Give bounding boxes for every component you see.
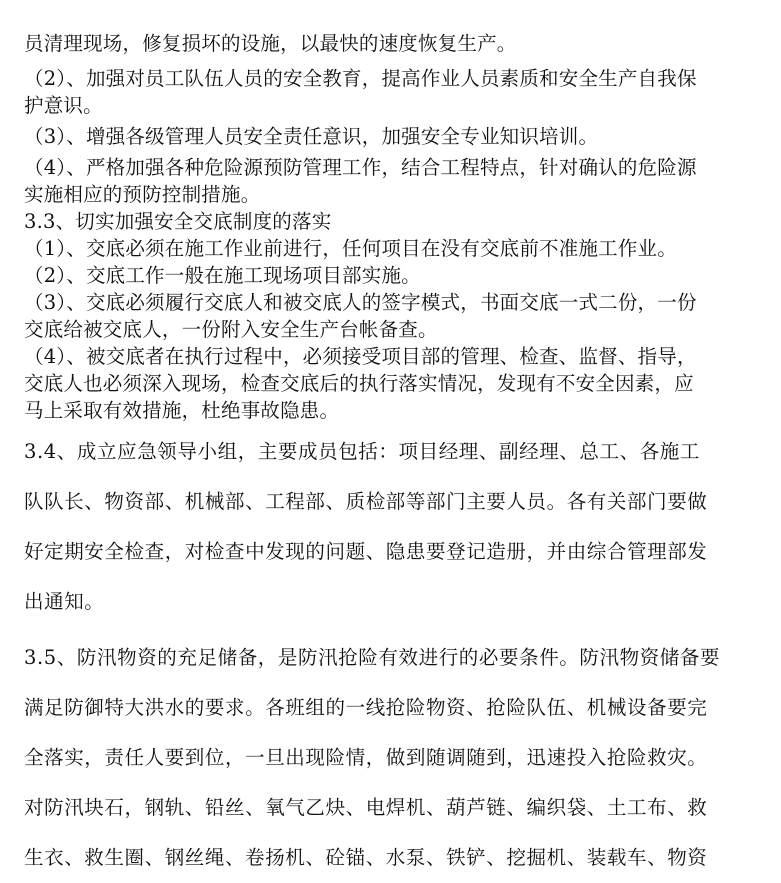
text-line: 好定期安全检查，对检查中发现的问题、隐患要登记造册，并由综合管理部发 <box>24 540 708 563</box>
text-line: 生衣、救生圈、钢丝绳、卷扬机、砼锚、水泵、铁铲、挖掘机、装载车、物资 <box>24 846 708 869</box>
text-line: （3）、增强各级管理人员安全责任意识，加强安全专业知识培训。 <box>24 125 599 148</box>
document-section-spaced <box>0 427 781 883</box>
text-line: 对防汛块石，钢轨、铅丝、氧气乙炔、电焊机、葫芦链、编织袋、土工布、救 <box>24 796 708 819</box>
text-line: 交底人也必须深入现场，检查交底后的执行落实情况，发现有不安全因素，应 <box>24 372 694 395</box>
text-line: （2）、加强对员工队伍人员的安全教育，提高作业人员素质和安全生产自我保 <box>24 67 697 90</box>
text-line: 护意识。 <box>24 94 103 117</box>
text-line: 员清理现场，修复损坏的设施，以最快的速度恢复生产。 <box>24 32 517 55</box>
text-line: 满足防御特大洪水的要求。各班组的一线抢险物资、抢险队伍、机械设备要完 <box>24 696 708 719</box>
text-line: 出通知。 <box>24 590 105 613</box>
text-line: 全落实，责任人要到位，一旦出现险情，做到随调随到，迅速投入抢险救灾。 <box>24 746 708 769</box>
document-section-dense <box>0 0 781 424</box>
text-line: （1）、交底必须在施工作业前进行，任何项目在没有交底前不准施工作业。 <box>24 237 677 260</box>
text-line: （4）、严格加强各种危险源预防管理工作，结合工程特点，针对确认的危险源 <box>24 156 697 179</box>
text-line: 队队长、物资部、机械部、工程部、质检部等部门主要人员。各有关部门要做 <box>24 490 708 513</box>
text-line: 3.4、成立应急领导小组，主要成员包括：项目经理、副经理、总工、各施工 <box>24 440 701 463</box>
text-line: （3）、交底必须履行交底人和被交底人的签字模式，书面交底一式二份，一份 <box>24 291 697 314</box>
text-line: 实施相应的预防控制措施。 <box>24 183 261 206</box>
text-line: （2）、交底工作一般在施工现场项目部实施。 <box>24 264 421 287</box>
text-line: 马上采取有效措施，杜绝事故隐患。 <box>24 399 340 422</box>
text-line: 交底给被交底人，一份附入安全生产台帐备查。 <box>24 318 438 341</box>
text-line: 3.5、防汛物资的充足储备，是防汛抢险有效进行的必要条件。防汛物资储备要 <box>24 646 721 669</box>
text-line: （4）、被交底者在执行过程中，必须接受项目部的管理、检查、监督、指导， <box>24 345 697 368</box>
section-heading: 3.3、切实加强安全交底制度的落实 <box>24 210 332 233</box>
